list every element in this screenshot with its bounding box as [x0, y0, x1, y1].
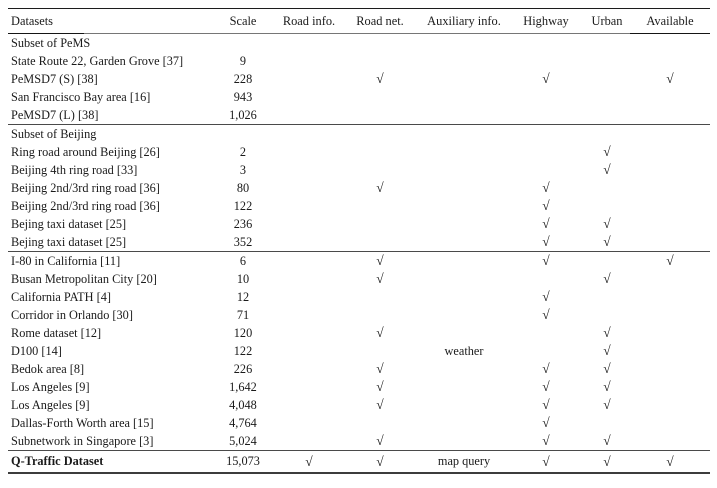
- table-row: [8, 306, 710, 324]
- table-footer: [8, 451, 710, 474]
- cell-name: D100 [14]: [11, 343, 62, 358]
- table-row: [8, 414, 710, 432]
- checkmark-icon: √: [603, 453, 611, 469]
- cell-scale: 1,026: [229, 107, 257, 122]
- table-section-1: [8, 34, 710, 125]
- cell-scale: 122: [233, 343, 253, 358]
- checkmark-icon: √: [542, 433, 550, 449]
- checkmark-icon: √: [376, 379, 384, 395]
- cell-auxiliary: weather: [444, 343, 484, 358]
- cell-name: Rome dataset [12]: [11, 325, 102, 340]
- checkmark-icon: √: [603, 162, 611, 178]
- cell-scale: 6: [239, 253, 247, 268]
- cell-scale: 12: [236, 289, 250, 304]
- cell-urban: [584, 217, 630, 231]
- checkmark-icon: √: [542, 453, 550, 469]
- cell-urban: [584, 272, 630, 286]
- datasets-comparison-table: [8, 8, 710, 474]
- cell-urban: [584, 163, 630, 177]
- checkmark-icon: √: [542, 289, 550, 305]
- column-header-road-info: Road info.: [282, 13, 336, 28]
- column-header-scale: Scale: [229, 13, 257, 28]
- cell-name: Ring road around Beijing [26]: [11, 144, 160, 159]
- checkmark-icon: √: [542, 415, 550, 431]
- column-header-highway: Highway: [523, 13, 569, 28]
- table-row: [8, 197, 710, 215]
- table-row: [8, 70, 710, 88]
- cell-name: California PATH [4]: [11, 289, 111, 304]
- section-header-row: [8, 34, 710, 52]
- cell-name: Busan Metropolitan City [20]: [11, 271, 157, 286]
- cell-scale: 352: [233, 234, 253, 249]
- checkmark-icon: √: [666, 71, 674, 87]
- table-section-3: [8, 252, 710, 451]
- cell-urban: [584, 344, 630, 358]
- section-header-row: [8, 125, 710, 143]
- cell-scale: 943: [233, 89, 253, 104]
- cell-road-net: [340, 398, 420, 412]
- checkmark-icon: √: [305, 453, 313, 469]
- table-row: [8, 233, 710, 251]
- checkmark-icon: √: [376, 180, 384, 196]
- cell-scale: 2: [239, 144, 247, 159]
- checkmark-icon: √: [376, 453, 384, 469]
- table-body: [8, 34, 710, 451]
- cell-urban: [584, 398, 630, 412]
- checkmark-icon: √: [603, 234, 611, 250]
- cell-name: PeMSD7 (L) [38]: [11, 107, 99, 122]
- cell-road-net: [340, 362, 420, 376]
- cell-highway: [508, 416, 584, 430]
- cell-auxiliary: map query: [437, 454, 491, 469]
- cell-highway: [508, 181, 584, 195]
- table-row: [8, 88, 710, 106]
- cell-scale: 80: [236, 180, 250, 195]
- table-row: [8, 342, 710, 360]
- cell-highway: [508, 398, 584, 412]
- cell-name: Los Angeles [9]: [11, 379, 90, 394]
- cell-name: Bedok area [8]: [11, 361, 85, 376]
- table-footer-row: [8, 451, 710, 474]
- cell-road-net: [340, 181, 420, 195]
- table-row: [8, 106, 710, 124]
- table-row: [8, 215, 710, 233]
- cell-highway: [508, 455, 584, 469]
- header-rule-available-segment: [630, 33, 710, 35]
- cell-scale: 71: [236, 307, 250, 322]
- cell-highway: [508, 254, 584, 268]
- cell-name: Beijing 2nd/3rd ring road [36]: [11, 198, 160, 213]
- checkmark-icon: √: [603, 397, 611, 413]
- table-row: [8, 360, 710, 378]
- cell-road-net: [340, 380, 420, 394]
- column-header-urban: Urban: [591, 13, 623, 28]
- table-row: [8, 324, 710, 342]
- cell-road-info: [278, 455, 340, 469]
- table-row: [8, 270, 710, 288]
- cell-available: [630, 254, 710, 268]
- checkmark-icon: √: [603, 271, 611, 287]
- checkmark-icon: √: [542, 180, 550, 196]
- cell-scale: 5,024: [229, 433, 257, 448]
- cell-scale: 122: [233, 198, 253, 213]
- checkmark-icon: √: [542, 198, 550, 214]
- table-row: [8, 143, 710, 161]
- checkmark-icon: √: [542, 361, 550, 377]
- checkmark-icon: √: [376, 271, 384, 287]
- cell-name: San Francisco Bay area [16]: [11, 89, 151, 104]
- cell-scale: 228: [233, 71, 253, 86]
- cell-name: Dallas-Forth Worth area [15]: [11, 415, 154, 430]
- checkmark-icon: √: [666, 453, 674, 469]
- cell-urban: [584, 434, 630, 448]
- cell-scale: 9: [239, 53, 247, 68]
- cell-highway: [508, 199, 584, 213]
- checkmark-icon: √: [376, 325, 384, 341]
- checkmark-icon: √: [603, 325, 611, 341]
- table-row: [8, 378, 710, 396]
- section-header-label: Subset of Beijing: [11, 126, 97, 141]
- cell-name: Bejing taxi dataset [25]: [11, 216, 127, 231]
- cell-highway: [508, 434, 584, 448]
- table-row: [8, 52, 710, 70]
- checkmark-icon: √: [376, 71, 384, 87]
- cell-name: Corridor in Orlando [30]: [11, 307, 133, 322]
- checkmark-icon: √: [603, 433, 611, 449]
- cell-highway: [508, 72, 584, 86]
- checkmark-icon: √: [603, 379, 611, 395]
- checkmark-icon: √: [542, 253, 550, 269]
- cell-name: Beijing 2nd/3rd ring road [36]: [11, 180, 160, 195]
- table-row: [8, 252, 710, 270]
- checkmark-icon: √: [542, 216, 550, 232]
- checkmark-icon: √: [376, 253, 384, 269]
- cell-highway: [508, 380, 584, 394]
- cell-scale: 4,764: [229, 415, 257, 430]
- cell-available: [630, 455, 710, 469]
- cell-name: Subnetwork in Singapore [3]: [11, 433, 154, 448]
- cell-highway: [508, 362, 584, 376]
- checkmark-icon: √: [666, 253, 674, 269]
- checkmark-icon: √: [542, 71, 550, 87]
- cell-name: Beijing 4th ring road [33]: [11, 162, 138, 177]
- table-header-row: [8, 9, 710, 34]
- cell-scale: 120: [233, 325, 253, 340]
- cell-name: Los Angeles [9]: [11, 397, 90, 412]
- table-section-2: [8, 125, 710, 252]
- cell-urban: [584, 455, 630, 469]
- checkmark-icon: √: [603, 144, 611, 160]
- cell-urban: [584, 380, 630, 394]
- cell-urban: [584, 326, 630, 340]
- cell-road-net: [340, 326, 420, 340]
- checkmark-icon: √: [542, 379, 550, 395]
- cell-scale: 1,642: [229, 379, 257, 394]
- cell-road-net: [340, 254, 420, 268]
- cell-highway: [508, 217, 584, 231]
- checkmark-icon: √: [376, 433, 384, 449]
- table-row: [8, 179, 710, 197]
- checkmark-icon: √: [603, 361, 611, 377]
- cell-scale: 3: [239, 162, 247, 177]
- checkmark-icon: √: [376, 397, 384, 413]
- cell-urban: [584, 235, 630, 249]
- section-header-label: Subset of PeMS: [11, 35, 91, 50]
- cell-road-net: [340, 455, 420, 469]
- cell-highway: [508, 235, 584, 249]
- cell-urban: [584, 145, 630, 159]
- checkmark-icon: √: [542, 234, 550, 250]
- cell-highway: [508, 308, 584, 322]
- cell-scale: 4,048: [229, 397, 257, 412]
- header-rule-datasets-segment: [8, 33, 84, 35]
- cell-available: [630, 72, 710, 86]
- table-row: [8, 161, 710, 179]
- cell-name: PeMSD7 (S) [38]: [11, 71, 98, 86]
- cell-scale: 10: [236, 271, 250, 286]
- cell-road-net: [340, 272, 420, 286]
- cell-road-net: [340, 72, 420, 86]
- table-row: [8, 288, 710, 306]
- column-header-road-net: Road net.: [356, 13, 404, 28]
- cell-name: Bejing taxi dataset [25]: [11, 234, 127, 249]
- table-row: [8, 396, 710, 414]
- checkmark-icon: √: [603, 216, 611, 232]
- cell-name: I-80 in California [11]: [11, 253, 121, 268]
- cell-scale: 226: [233, 361, 253, 376]
- cell-scale: 236: [233, 216, 253, 231]
- cell-name: State Route 22, Garden Grove [37]: [11, 53, 184, 68]
- cell-urban: [584, 362, 630, 376]
- cell-name: Q-Traffic Dataset: [11, 454, 104, 469]
- checkmark-icon: √: [603, 343, 611, 359]
- cell-highway: [508, 290, 584, 304]
- checkmark-icon: √: [376, 361, 384, 377]
- checkmark-icon: √: [542, 397, 550, 413]
- column-header-available: Available: [646, 13, 694, 28]
- cell-road-net: [340, 434, 420, 448]
- column-header-datasets: Datasets: [11, 13, 53, 28]
- cell-scale: 15,073: [226, 454, 260, 469]
- checkmark-icon: √: [542, 307, 550, 323]
- column-header-auxiliary-info: Auxiliary info.: [427, 13, 501, 28]
- table-row: [8, 432, 710, 450]
